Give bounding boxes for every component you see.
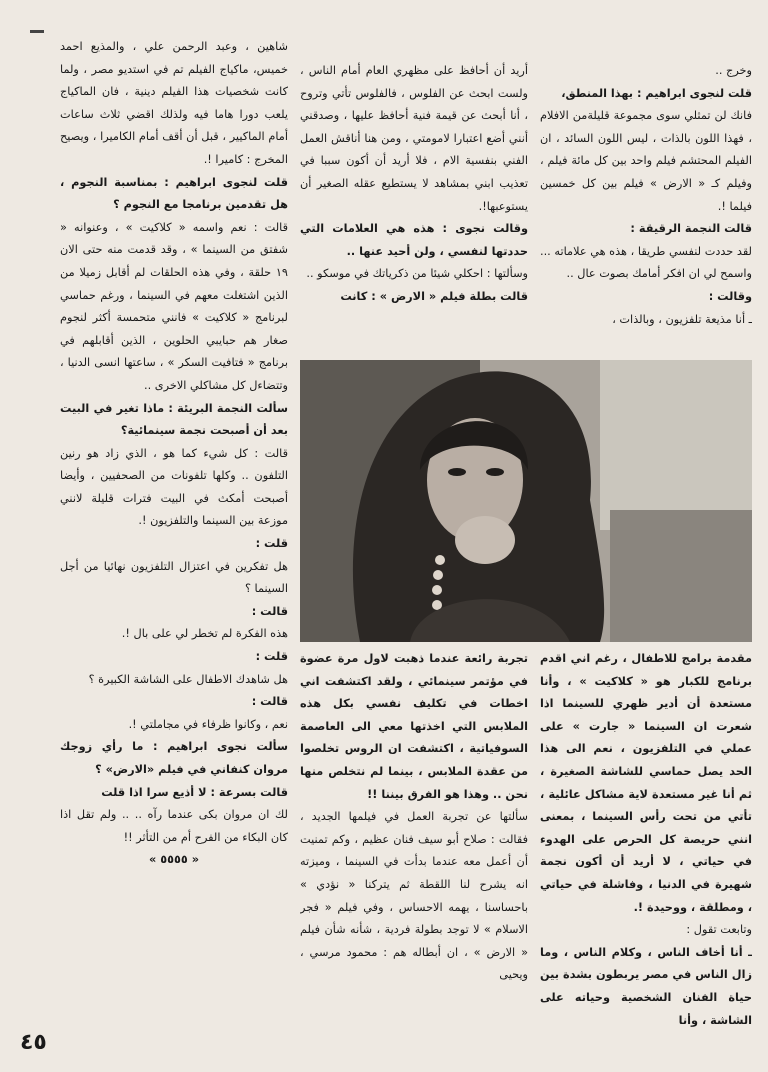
interview-question: قلت لنجوى ابراهيم : بمناسبة النجوم ، هل تقدمين برنامجا مع النجوم ؟: [60, 175, 288, 212]
paragraph: نعم ، وكانوا ظرفاء في مجاملتي !.: [128, 717, 288, 731]
paragraph: وخرج ..: [715, 64, 752, 77]
interview-question: تجربة رائعة عندما ذهبت لاول مرة عضوة في مؤتمر سينمائي ، ولقد اكتشفت اني اخطات في تكليف نفسي بكل هذه الملابس التي اخذتها معي الى العاصمة السوفياتية ، اكتشفت ان الروس تخلصوا من عقدة الملابس ، بينما لم نتخلص منها نحن .. وهذا هو الفرق بيننا !!: [300, 652, 528, 801]
paragraph: هل تفكرين في اعتزال التلفزيون نهائيا من أجل السينما ؟: [60, 559, 288, 596]
page-number: ٤٥: [20, 1030, 47, 1055]
interview-question: وقالت نجوى : هذه هي العلامات التي حددتها لنفسي ، ولن أحيد عنها ..: [300, 222, 528, 258]
interview-question: قالت النجمة الرقيقة :: [630, 222, 752, 236]
paragraph: لقد حددت لنفسي طريقا ، هذه هي علاماته ... واسمح لي ان افكر أمامك بصوت عال ..: [540, 244, 752, 281]
column-left: [60, 36, 288, 1036]
interview-question: قالت بطلة فيلم « الارض » : كانت: [340, 289, 528, 303]
paragraph: قالت : نعم واسمه « كلاكيت » ، وعنوانه « شفتق من السينما » ، وقد قدمت منه حتى الان ١٩ حلقة ، وفي هذه الحلقات لم أقابل زميلا من الذين اشتغلت معهم في السينما ، ورغم حماسي لبرنامج « كلاكيت » فانني متحمسة أكثر لنجوم صغار هم حبايبي الحلوين ، الذين أقابلهم في برنامج « فتافيت السكر » ، ساعتها انسى الدنيا ، وتتضاءل كل مشاكلي الاخرى ..: [60, 220, 288, 392]
interview-question: ـ أنا أخاف الناس ، وكلام الناس ، وما زال الناس في مصر يربطون بشدة بين حياة الفنان الشخصية وحياته على الشاشة ، وأنا: [540, 945, 752, 1027]
paragraph: سألتها عن تجربة العمل في فيلمها الجديد ، فقالت : صلاح أبو سيف فنان عظيم ، وكم تمنيت أن أعمل معه عندما بدأت في السينما ، وميزته انه يشرح لنا اللقطة ثم يتركنا « نؤدي » باحساسنا ، يهمه الاحساس ، وفي فيلم « فجر الاسلام » لا توجد بطولة فردية ، شأنه شأن فيلم « الارض » ، ان أبطاله هم : محمود مرسي ، ويحيى: [300, 810, 528, 982]
interview-question: قلت :: [255, 650, 288, 664]
photo-illustration: [300, 360, 752, 642]
column-middle: [300, 60, 528, 360]
column-bottom-right: [540, 648, 752, 1068]
interview-question: قلت :: [255, 537, 288, 551]
interview-question: قالت :: [251, 604, 288, 618]
interview-question: سألت نجوى ابراهيم : ما رأي زوجك مروان كنفاني في فيلم «الارض» ؟: [60, 740, 288, 776]
interview-question: سألت النجمة البريئة : ماذا تغير في البيت بعد أن أصبحت نجمة سينمائية؟: [60, 401, 288, 438]
paragraph: وسألتها : احكلي شيئا من ذكرياتك في موسكو ..: [306, 267, 528, 281]
interview-question: وقالت :: [708, 289, 752, 303]
column-bottom-middle: [300, 648, 528, 1068]
paragraph: هذه الفكرة لم تخطر لي على بال !.: [121, 627, 288, 641]
interview-question: قالت :: [251, 695, 288, 709]
paragraph: أريد أن أحافظ على مظهري العام أمام الناس ، ولست ابحث عن الفلوس ، فالفلوس تأتي وتروح ، أنا أبحث عن قيمة فنية أحافظ عليها ، وصدقني أنني أضع اعتبارا لامومتي ، ومن هنا أناقش العمل الفني بنفسية الام ، فلا أريد أن أكون سببا في تعذيب ابني بمشاهد لا يستطيع عقله الصغير أن يستوعبها!.: [300, 64, 528, 213]
paragraph: فانك لن تمثلي سوى مجموعة قليلةمن الافلام ، فهذا اللون بالذات ، ليس اللون السائد ، ان الفيلم المحتشم فيلم واحد بين كل مائة فيلم ، وفيلم كـ « الارض » فيلم بين كل خمسين فيلما !.: [540, 109, 752, 213]
corner-mark: [30, 30, 44, 33]
paragraph: ـ أنا مذيعة تلفزيون ، وبالذات ،: [612, 312, 752, 326]
actress-photo: [300, 360, 752, 642]
paragraph: لك ان مروان بكى عندما رآه .. .. ولم تقل اذا كان البكاء من الفرح أم من التأثر !!: [60, 808, 288, 844]
paragraph: هل شاهدك الاطفال على الشاشة الكبيرة ؟: [88, 672, 288, 686]
paragraph: وتابعت تقول :: [686, 923, 752, 937]
interview-question: مقدمة برامج للاطفال ، رغم اني اقدم برنامج للكبار هو « كلاكيت » ، وأنا مستعدة أن أدير ظهري للسينما اذا شعرت ان السينما « جارت » على عملي في التلفزيون ، نعم الى هذا الحد يصل حماسي للشاشة الصغيرة ، ثم أنا غير مستعدة لاية مشاكل عائلية ، تأتي من تحت رأس السينما ، بمعنى انني حريصة كل الحرص على الهدوء في حياتي ، لا أريد أن أكون نجمة شهيرة في الدنيا ، وفاشلة في حياتي ، ومطلقة ، ووحيدة !.: [540, 652, 752, 914]
interview-question: قلت لنجوى ابراهيم : بهذا المنطق،: [561, 86, 752, 100]
article-end-mark: « ٥٥٥٥ »: [148, 853, 200, 867]
paragraph: قالت : كل شيء كما هو ، الذي زاد هو رنين التلفون .. وكلها تلفونات من الصحفيين ، وأيضا أصبحت أمكث في البيت فترات قليلة لانني موزعة بين السينما والتلفزيون !.: [60, 446, 288, 528]
paragraph: شاهين ، وعبد الرحمن علي ، والمذيع احمد خميس، ماكياج الفيلم تم في استديو مصر ، ولما كانت شخصيات هذا الفيلم دينية ، فان الماكياج يلعب دورا هاما فيه ولذلك اقضي ثلاث ساعات أمام الماكيير ، قبل أن أقف أمام الكاميرا ، ويصيح المخرج : كاميرا !.: [60, 40, 288, 166]
interview-question: قالت بسرعة : لا أذيع سرا اذا قلت: [101, 785, 288, 799]
